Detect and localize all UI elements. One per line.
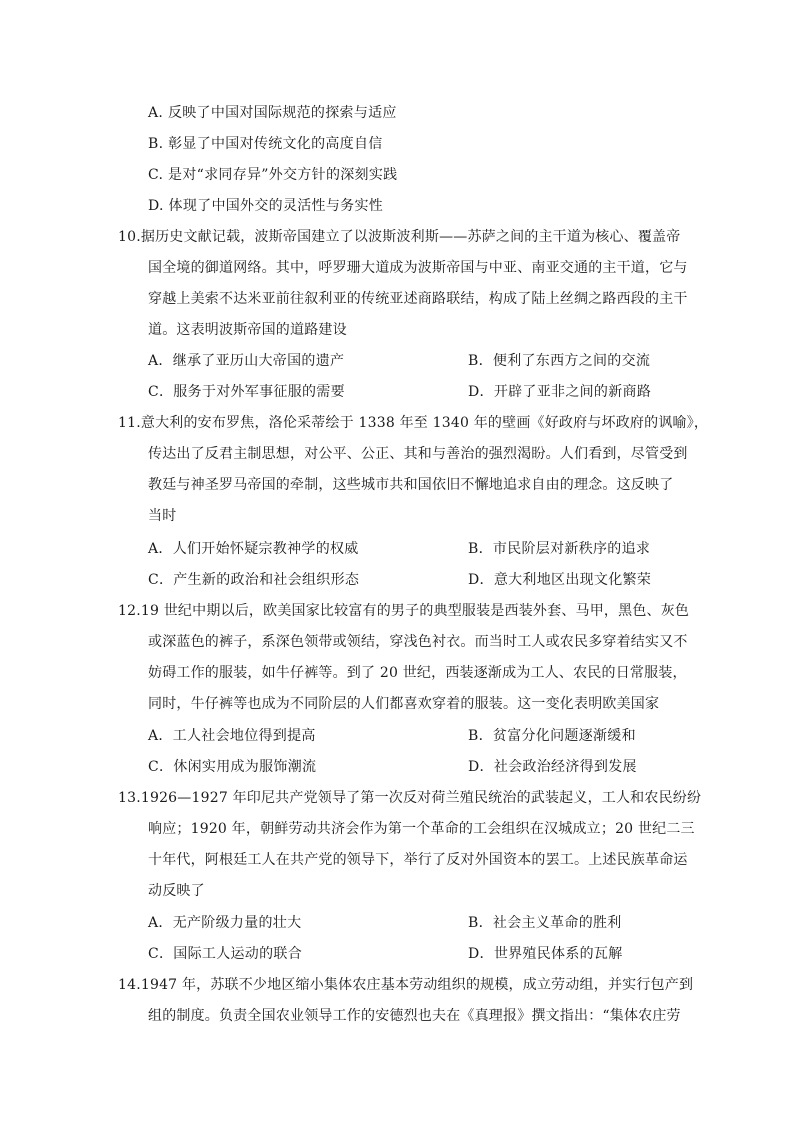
q10-option-b: B．便利了东西方之间的交流 [468,353,651,369]
q11-stem-line-1: 11.意大利的安布罗焦，洛伦采蒂绘于 1338 年至 1340 年的壁画《好政府与坏政府的讽喻》， [118,415,709,431]
q13-stem-line-4: 动反映了 [148,883,205,899]
q12-stem-line-2: 或深蓝色的裤子，系深色领带或领结，穿浅色衬衣。而当时工人或农民多穿着结实又不 [148,634,688,650]
q12-stem-line-1: 12.19 世纪中期以后，欧美国家比较富有的男子的典型服装是西装外套、马甲，黑色、灰色 [118,603,690,619]
q11-stem-line-3: 教廷与神圣罗马帝国的牵制，这些城市共和国依旧不懈地追求自由的理念。这反映了 [148,477,674,493]
q10-option-d: D．开辟了亚非之间的新商路 [468,384,652,400]
q13-option-c: C．国际工人运动的联合 [148,946,303,962]
q13-option-d: D．世界殖民体系的瓦解 [468,946,623,962]
q14-stem-line-1: 14.1947 年，苏联不少地区缩小集体农庄基本劳动组织的规模，成立劳动组，并实行包产到 [118,977,694,993]
q9-option-b: B. 彰显了中国对传统文化的高度自信 [148,136,383,152]
q14-stem-line-2: 组的制度。负责全国农业领导工作的安德烈也夫在《真理报》撰文指出：“集体农庄劳 [148,1008,681,1024]
q11-option-a: A．人们开始怀疑宗教神学的权威 [148,541,359,557]
q13-stem-line-3: 十年代，阿根廷工人在共产党的领导下，举行了反对外国资本的罢工。上述民族革命运 [148,852,688,868]
q10-stem-line-3: 穿越上美索不达米亚前往叙利亚的传统亚述商路联结，构成了陆上丝绸之路西段的主干 [148,291,688,307]
q12-stem-line-3: 妨碍工作的服装，如牛仔裤等。到了 20 世纪，西装逐渐成为工人、农民的日常服装， [148,665,687,681]
q9-option-d: D. 体现了中国外交的灵活性与务实性 [148,198,384,214]
q11-stem-line-4: 当时 [148,508,177,524]
q10-option-a: A．继承了亚历山大帝国的遗产 [148,353,345,369]
q11-option-d: D．意大利地区出现文化繁荣 [468,572,652,588]
q11-option-b: B．市民阶层对新秩序的追求 [468,541,651,557]
q9-option-a: A. 反映了中国对国际规范的探索与适应 [148,105,397,121]
q12-option-b: B．贫富分化问题逐渐缓和 [468,728,636,744]
q10-stem-line-1: 10.据历史文献记载，波斯帝国建立了以波斯波利斯——苏萨之间的主干道为核心、覆盖帝 [118,229,681,245]
q12-option-a: A．工人社会地位得到提高 [148,728,316,744]
q9-option-c: C. 是对“求同存异”外交方针的深刻实践 [148,167,398,183]
q10-stem-line-4: 道。这表明波斯帝国的道路建设 [148,322,347,338]
q12-stem-line-4: 同时，牛仔裤等也成为不同阶层的人们都喜欢穿着的服装。这一变化表明欧美国家 [148,696,660,712]
q10-stem-line-2: 国全境的御道网络。其中，呼罗珊大道成为波斯帝国与中亚、南亚交通的主干道，它与 [148,260,688,276]
q13-option-a: A．无产阶级力量的壮大 [148,915,302,931]
q13-stem-line-2: 响应；1920 年，朝鲜劳动共济会作为第一个革命的工会组织在汉城成立；20 世纪二三 [148,821,695,837]
q10-option-c: C．服务于对外军事征服的需要 [148,384,345,400]
q12-option-d: D．社会政治经济得到发展 [468,759,637,775]
q11-option-c: C．产生新的政治和社会组织形态 [148,572,360,588]
q12-option-c: C．休闲实用成为服饰潮流 [148,759,317,775]
q13-option-b: B．社会主义革命的胜利 [468,915,622,931]
q11-stem-line-2: 传达出了反君主制思想，对公平、公正、其和与善治的强烈渴盼。人们看到，尽管受到 [148,446,688,462]
q13-stem-line-1: 13.1926—1927 年印尼共产党领导了第一次反对荷兰殖民统治的武装起义，工人和农民纷纷 [118,790,702,806]
